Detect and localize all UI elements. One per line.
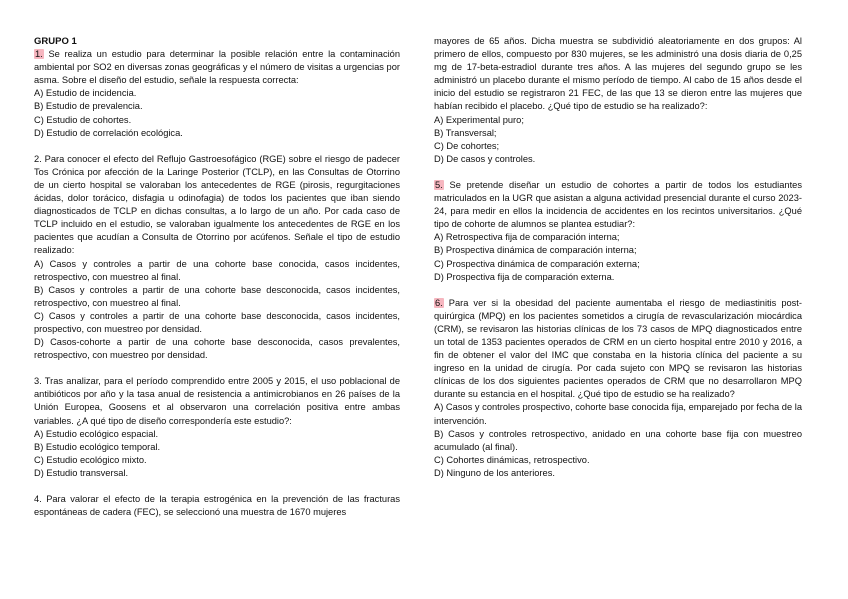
- question-4-continued: [434, 35, 802, 166]
- question-3-option-c: C) Estudio ecológico mixto.: [34, 454, 147, 465]
- question-5: [434, 179, 802, 284]
- question-6-option-c: C) Cohortes dinámicas, retrospectivo.: [434, 454, 590, 465]
- question-3-option-d: D) Estudio transversal.: [34, 467, 129, 478]
- question-6-number-highlight: 6.: [435, 297, 443, 308]
- question-4-option-b: B) Transversal;: [434, 127, 497, 138]
- question-1: [34, 48, 400, 140]
- question-5-option-a: A) Retrospectiva fija de comparación interna;: [434, 232, 620, 243]
- question-5-option-b: B) Prospectiva dinámica de comparación interna;: [434, 245, 637, 256]
- question-1-option-d: D) Estudio de correlación ecológica.: [34, 127, 183, 138]
- question-4-text-start: 4. Para valorar el efecto de la terapia estrogénica en la prevención de las fracturas espontáneas de cadera (FEC), se seleccionó una muestra de 1670 mujeres: [34, 494, 400, 518]
- question-4-text-continued: mayores de 65 años. Dicha muestra se subdividió aleatoriamente en dos grupos: Al primero de ellos, compuesto por 830 mujeres, se les administró una dosis diaria de 0,25 mg de 17-beta-estradiol durante tres años. A las mujeres del segundo grupo se les administró un placebo durante el mismo período de tiempo. Al cabo de 15 años desde el inicio del estudio se registraron 21 FEC, de las que 13 se dieron entre las mujeres que habían recibido el placebo. ¿Qué tipo de estudio se ha realizado?:: [434, 36, 802, 112]
- question-2: [34, 153, 400, 363]
- right-column: [434, 35, 802, 493]
- question-6-option-d: D) Ninguno de los anteriores.: [434, 467, 555, 478]
- group-heading: GRUPO 1: [34, 36, 77, 47]
- question-6-option-a: A) Casos y controles prospectivo, cohorte base conocida fija, emparejado por fecha de la intervención.: [434, 402, 802, 426]
- question-3-option-a: A) Estudio ecológico espacial.: [34, 428, 159, 439]
- question-4-start: [34, 493, 400, 519]
- question-4-option-a: A) Experimental puro;: [434, 114, 524, 125]
- left-column: [34, 35, 400, 519]
- question-1-option-b: B) Estudio de prevalencia.: [34, 101, 143, 112]
- question-1-text: Se realiza un estudio para determinar la posible relación entre la contaminación ambiental por SO2 en diversas zonas geográficas y el número de visitas a urgencias por asma. Sobre el diseño del estudio, señale la respuesta correcta:: [34, 49, 400, 86]
- question-1-option-a: A) Estudio de incidencia.: [34, 88, 137, 99]
- question-3-option-b: B) Estudio ecológico temporal.: [34, 441, 161, 452]
- question-6-text: Para ver si la obesidad del paciente aumentaba el riesgo de mediastinitis post-quirúrgica (MPQ) en los pacientes sometidos a cirugía de revascularización miocárdica (CRM), se revisaron las historias clínicas de los 73 casos de MPQ diagnosticados entre un total de 1353 pacientes operados de CRM en un cierto hospital entre 2010 y 2016, a fin de obtener el valor del IMC que constaba en la historia clínica del paciente a su ingreso en la unidad de cirugía. Por cada sujeto con MPQ se revisaron las historias clínicas de los dos siguientes pacientes operados de CRM que no desarrollaron MPQ durante su estancia en el hospital. ¿Qué tipo de estudio se ha realizado?: [434, 297, 802, 400]
- question-5-option-d: D) Prospectiva fija de comparación externa.: [434, 271, 615, 282]
- question-1-number-highlight: 1.: [35, 49, 43, 60]
- question-1-option-c: C) Estudio de cohortes.: [34, 114, 132, 125]
- question-5-text: Se pretende diseñar un estudio de cohortes a partir de todos los estudiantes matriculados en la UGR que asistan a alguna actividad presencial durante el curso 2023-24, para medir en ellos la incidencia de accidentes en los recintos universitarios. ¿Qué tipo de cohorte de alumnos se plantea estudiar?:: [434, 179, 802, 230]
- question-3: [34, 375, 400, 480]
- question-2-option-b: B) Casos y controles a partir de una cohorte base desconocida, casos incidentes, retrospectivo, con muestreo al final.: [34, 284, 400, 308]
- question-5-number-highlight: 5.: [435, 179, 443, 190]
- question-5-option-c: C) Prospectiva dinámica de comparación externa;: [434, 258, 640, 269]
- question-4-option-d: D) De casos y controles.: [434, 153, 536, 164]
- question-2-text: 2. Para conocer el efecto del Reflujo Gastroesofágico (RGE) sobre el riesgo de padecer Tos Crónica por afección de la Laringe Posterior (TCLP), en las Consultas de Otorrino de un cierto hospital se valoraban los antecedentes de RGE (pirosis, regurgitaciones ácidas, dolor torácico, disfagia u odinofagia) de todos los pacientes que iban siendo diagnosticados de TCLP en dichas consultas, a lo largo de un año. Por cada caso de TCLP incluido en el estudio, se valoraban igualmente los antecedentes de RGE en los pacientes que acudían a Consulta de Otorrino por acúfenos. Señale el tipo de estudio realizado:: [34, 153, 400, 256]
- question-2-option-c: C) Casos y controles a partir de una cohorte base desconocida, casos incidentes, prospectivo, con muestreo por densidad.: [34, 310, 400, 334]
- question-2-option-d: D) Casos-cohorte a partir de una cohorte base desconocida, casos prevalentes, retrospectivo, con muestreo por densidad.: [34, 337, 400, 361]
- question-3-text: 3. Tras analizar, para el período comprendido entre 2005 y 2015, el uso poblacional de antibióticos por año y la tasa anual de resistencia a antimicrobianos en 26 países de la Unión Europea, Goosens et al observaron una correlación positiva entre ambas variables. ¿A qué tipo de diseño correspondería este estudio?:: [34, 376, 400, 426]
- question-2-option-a: A) Casos y controles a partir de una cohorte base conocida, casos incidentes, retrospectivo, con muestreo al final.: [34, 258, 400, 282]
- question-4-option-c: C) De cohortes;: [434, 140, 500, 151]
- question-6-option-b: B) Casos y controles retrospectivo, anidado en una cohorte base fija con muestreo acumulado (al final).: [434, 428, 802, 452]
- question-6: [434, 297, 802, 480]
